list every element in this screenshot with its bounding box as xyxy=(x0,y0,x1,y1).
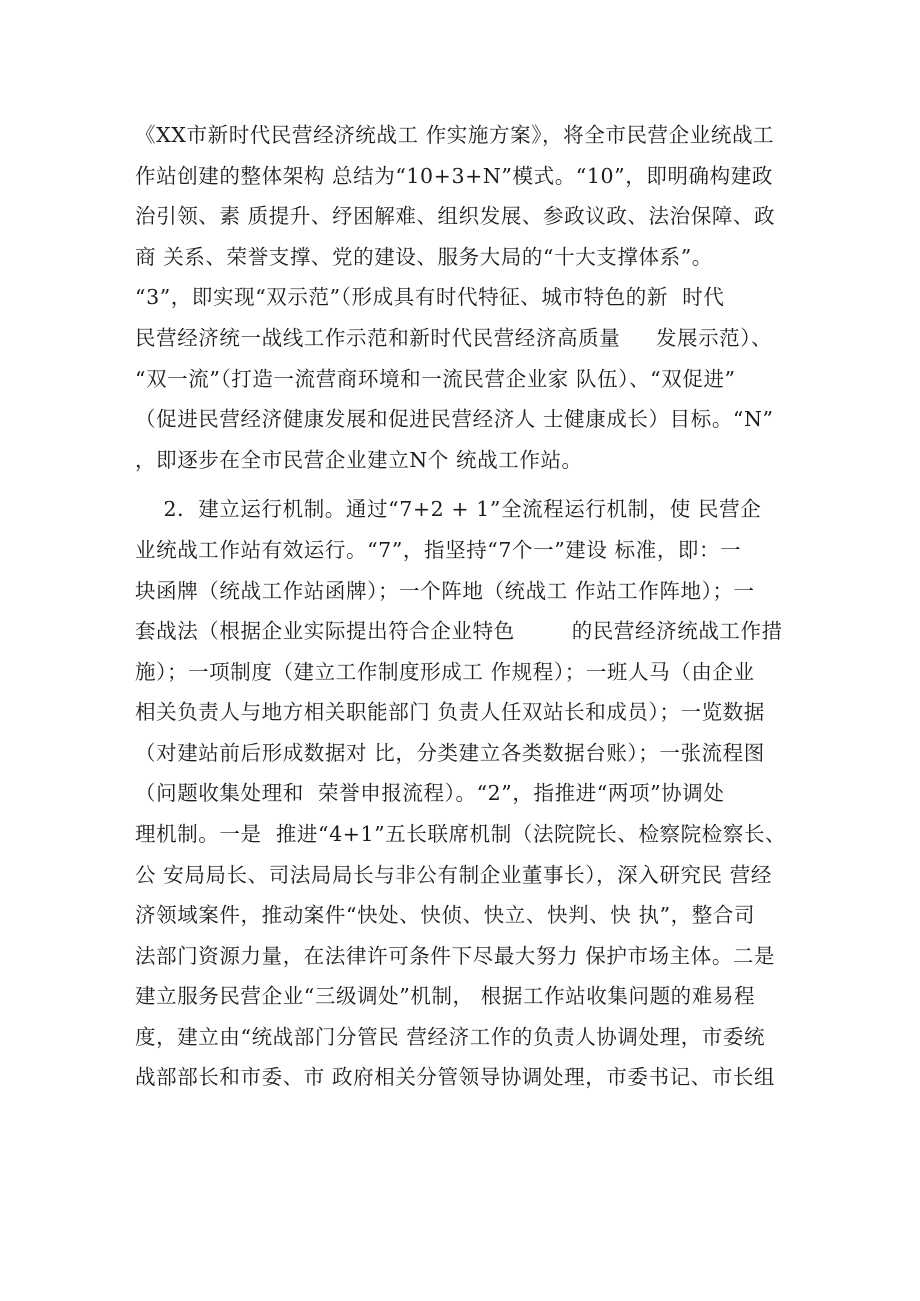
text-line-3: 治引领、素 质提升、纾困解难、组织发展、参政议政、法治保障、政 xyxy=(135,204,776,228)
text-line-15: 相关负责人与地方相关职能部门 负责人任双站长和成员）；一览数据 xyxy=(135,700,765,724)
text-line-6: 民营经济统一战线工作示范和新时代民营经济高质量 发展示范）、 xyxy=(135,326,773,350)
text-line-1: 《XX市新时代民营经济统战工 作实施方案》，将全市民营企业统战工 xyxy=(135,123,775,147)
text-line-2: 作站创建的整体架构 总结为“10+3+N”模式。“10”，即明确构建政 xyxy=(135,164,773,188)
text-line-11: 业统战工作站有效运行。“7”，指坚持“7个一”建设 标准，即：一 xyxy=(135,538,742,562)
text-line-24: 战部部长和市委、市 政府相关分管领导协调处理，市委书记、市长组 xyxy=(135,1065,776,1089)
text-line-19: 公 安局局长、司法局局长与非公有制企业董事长），深入研究民 营经 xyxy=(135,863,772,887)
text-line-23: 度，建立由“统战部门分管民 营经济工作的负责人协调处理，市委统 xyxy=(135,1025,766,1049)
text-line-10: 2．建立运行机制。通过“7+2 + 1”全流程运行机制，使 民营企 xyxy=(135,497,762,521)
text-line-4: 商 关系、荣誉支撑、党的建设、服务大局的“十大支撑体系”。 xyxy=(135,245,713,269)
text-line-21: 法部门资源力量，在法律许可条件下尽最大努力 保护市场主体。二是 xyxy=(135,944,776,968)
text-line-18: 理机制。一是 推进“4+1”五长联席机制（法院院长、检察院检察长、 xyxy=(135,822,787,846)
text-line-16: （对建站前后形成数据对 比，分类建立各类数据台账）；一张流程图 xyxy=(135,741,765,765)
text-line-5: “3”，即实现“双示范”（形成具有时代特征、城市特色的新 时代 xyxy=(135,285,725,309)
text-line-7: “双一流”（打造一流营商环境和一流民营企业家 队伍）、“双促进” xyxy=(135,367,736,391)
text-line-14: 施）；一项制度（建立工作制度形成工 作规程）；一班人马（由企业 xyxy=(135,660,755,684)
text-line-9: ，即逐步在全市民营企业建立N个 统战工作站。 xyxy=(135,448,583,472)
text-line-17: （问题收集处理和 荣誉申报流程）。“2”，指推进“两项”协调处 xyxy=(135,781,725,805)
text-line-20: 济领域案件，推动案件“快处、快侦、快立、快判、快 执”，整合司 xyxy=(135,903,756,927)
text-line-12: 块函牌（统战工作站函牌）；一个阵地（统战工 作站工作阵地）；一 xyxy=(135,579,755,603)
text-line-22: 建立服务民营企业“三级调处”机制， 根据工作站收集问题的难易程 xyxy=(135,984,756,1008)
text-line-8: （促进民营经济健康发展和促进民营经济人 士健康成长）目标。“N” xyxy=(135,407,774,431)
text-line-13: 套战法（根据企业实际提出符合企业特色 的民营经济统战工作措 xyxy=(135,619,783,643)
